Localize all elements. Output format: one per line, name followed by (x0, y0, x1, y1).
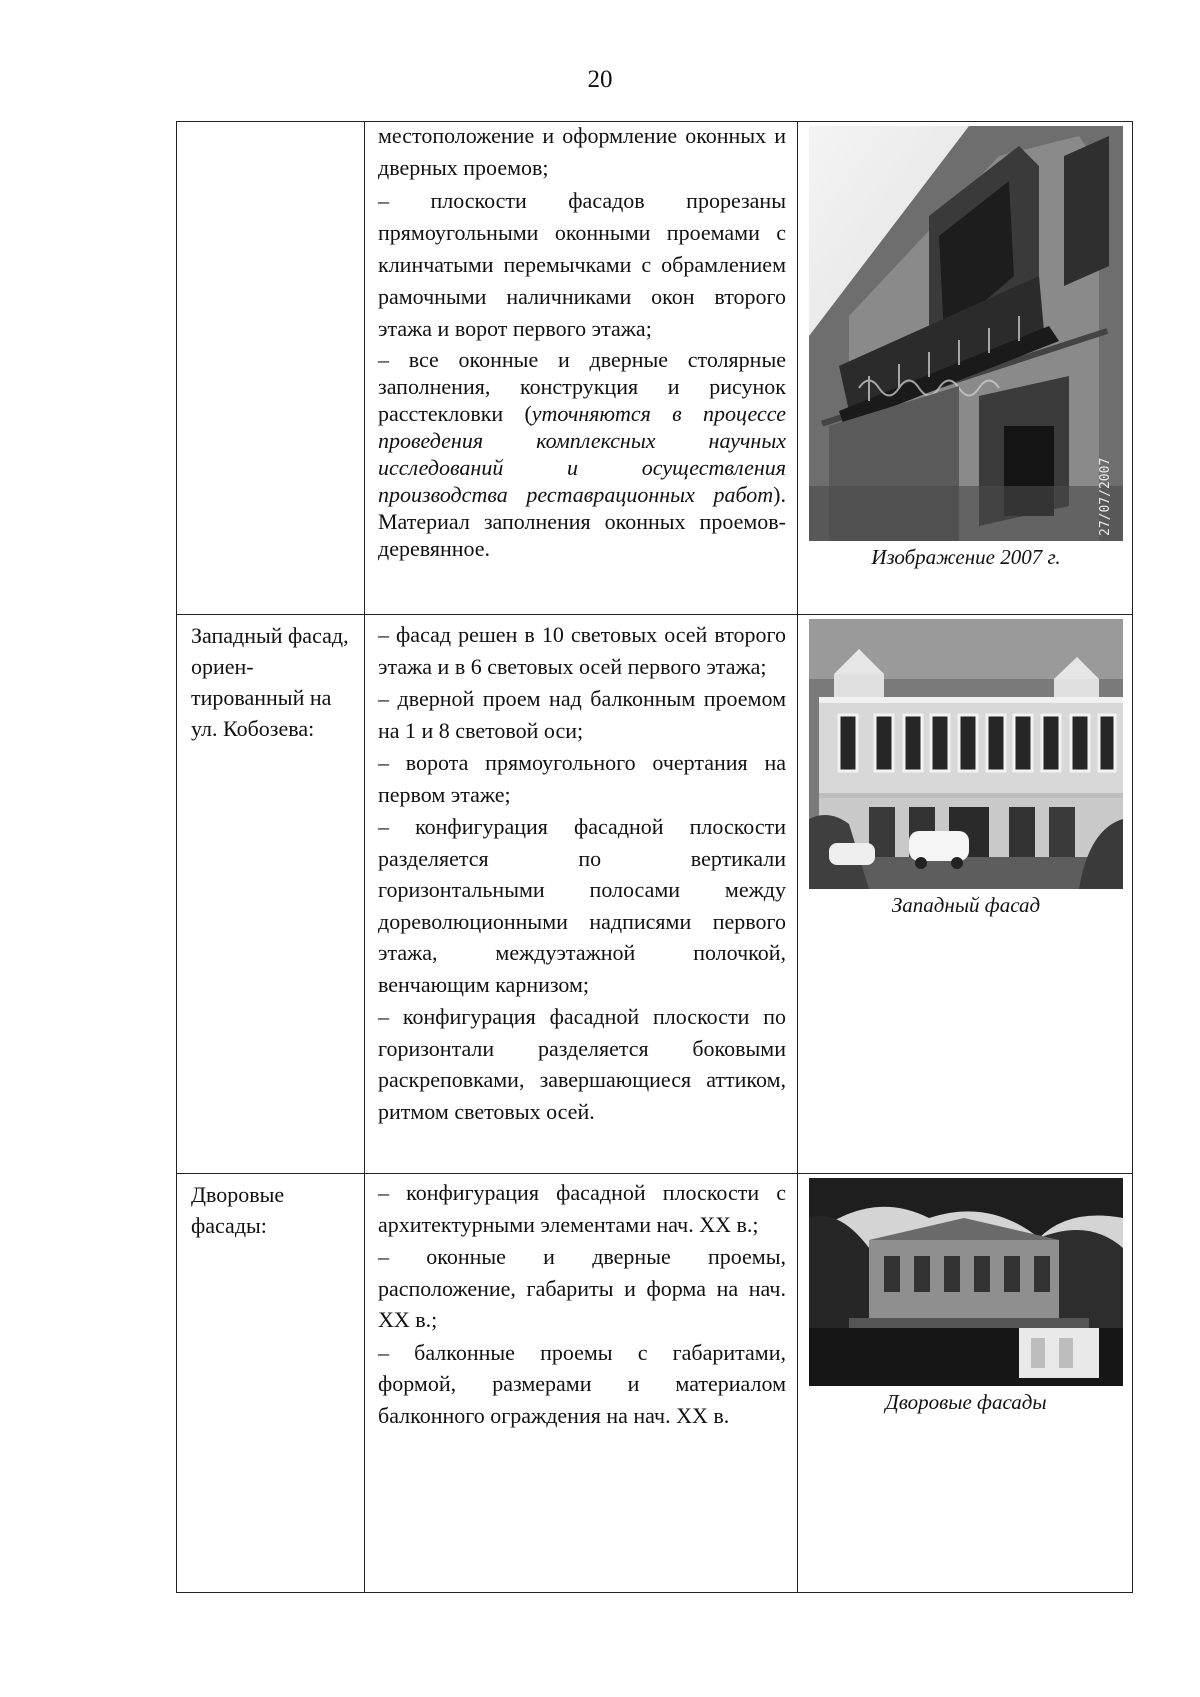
heading-cell (177, 122, 365, 615)
description-paragraph: – конфигурация фасадной плоскости по горизонтали разделяется боковыми раскреповками, завершающиеся аттиком, ритмом световых осей. (378, 1004, 786, 1124)
photo-caption: Западный фасад (891, 893, 1041, 917)
description-cell (365, 1174, 798, 1593)
description-paragraph: – балконные проемы с габаритами, формой, размерами и материалом балконного ограждения на нач. XX в. (378, 1339, 786, 1428)
row-heading: Западный фасад, ориен-тированный на ул. Кобозева: (191, 623, 349, 741)
photo-cell (798, 615, 1133, 1174)
description-cell (365, 615, 798, 1174)
paragraph-italic-text: уточняются в процессе проведения комплексных научных исследований и осуществления производства реставрационных работ (378, 401, 786, 507)
description-paragraph: – ворота прямоугольного очертания на первом этаже; (378, 750, 786, 807)
table-row (177, 1174, 1133, 1593)
row-heading: Дворовые фасады: (191, 1182, 285, 1238)
table-row (177, 122, 1133, 615)
photo-cell (798, 122, 1133, 615)
courtyard-photo (809, 1178, 1123, 1386)
page-number: 20 (587, 66, 613, 93)
heritage-table (176, 121, 1133, 1593)
heading-cell (177, 615, 365, 1174)
description-paragraph: – фасад решен в 10 световых осей второго этажа и в 6 световых осей первого этажа; (378, 622, 786, 679)
description-paragraph (378, 346, 786, 562)
heading-cell (177, 1174, 365, 1593)
table-row (177, 615, 1133, 1174)
row-heading (177, 122, 364, 127)
photo-caption: Дворовые фасады (885, 1390, 1047, 1414)
description-paragraph: – плоскости фасадов прорезаны прямоугольными оконными проемами с клинчатыми перемычками с обрамлением рамочными наличниками окон второго этажа и ворот первого этажа; (378, 188, 786, 341)
description-paragraph: – дверной проем над балконным проемом на 1 и 8 световой оси; (378, 686, 786, 743)
paragraph-text: ). Материал заполнения оконных проемов- деревянное. (378, 482, 786, 561)
description-paragraph: – конфигурация фасадной плоскости с архитектурными элементами нач. XX в.; (378, 1180, 786, 1237)
photo-cell (798, 1174, 1133, 1593)
description-cell (365, 122, 798, 615)
description-paragraph: – оконные и дверные проемы, расположение, габариты и форма на нач. XX в.; (378, 1244, 786, 1332)
west-facade-photo (809, 619, 1123, 889)
photo-date-stamp: 27/07/2007 (1098, 457, 1113, 536)
photo-caption: Изображение 2007 г. (871, 545, 1061, 569)
paragraph-text: – все оконные и дверные столярные заполнения, конструкция и рисунок расстекловки ( (378, 347, 786, 426)
balcony-photo (809, 126, 1123, 541)
description-paragraph: местоположение и оформление оконных и дверных проемов; (378, 123, 786, 180)
description-paragraph: – конфигурация фасадной плоскости разделяется по вертикали горизонтальными полосами между дореволюционными надписями первого этажа, междуэтажной полочкой, венчающим карнизом; (378, 814, 786, 997)
